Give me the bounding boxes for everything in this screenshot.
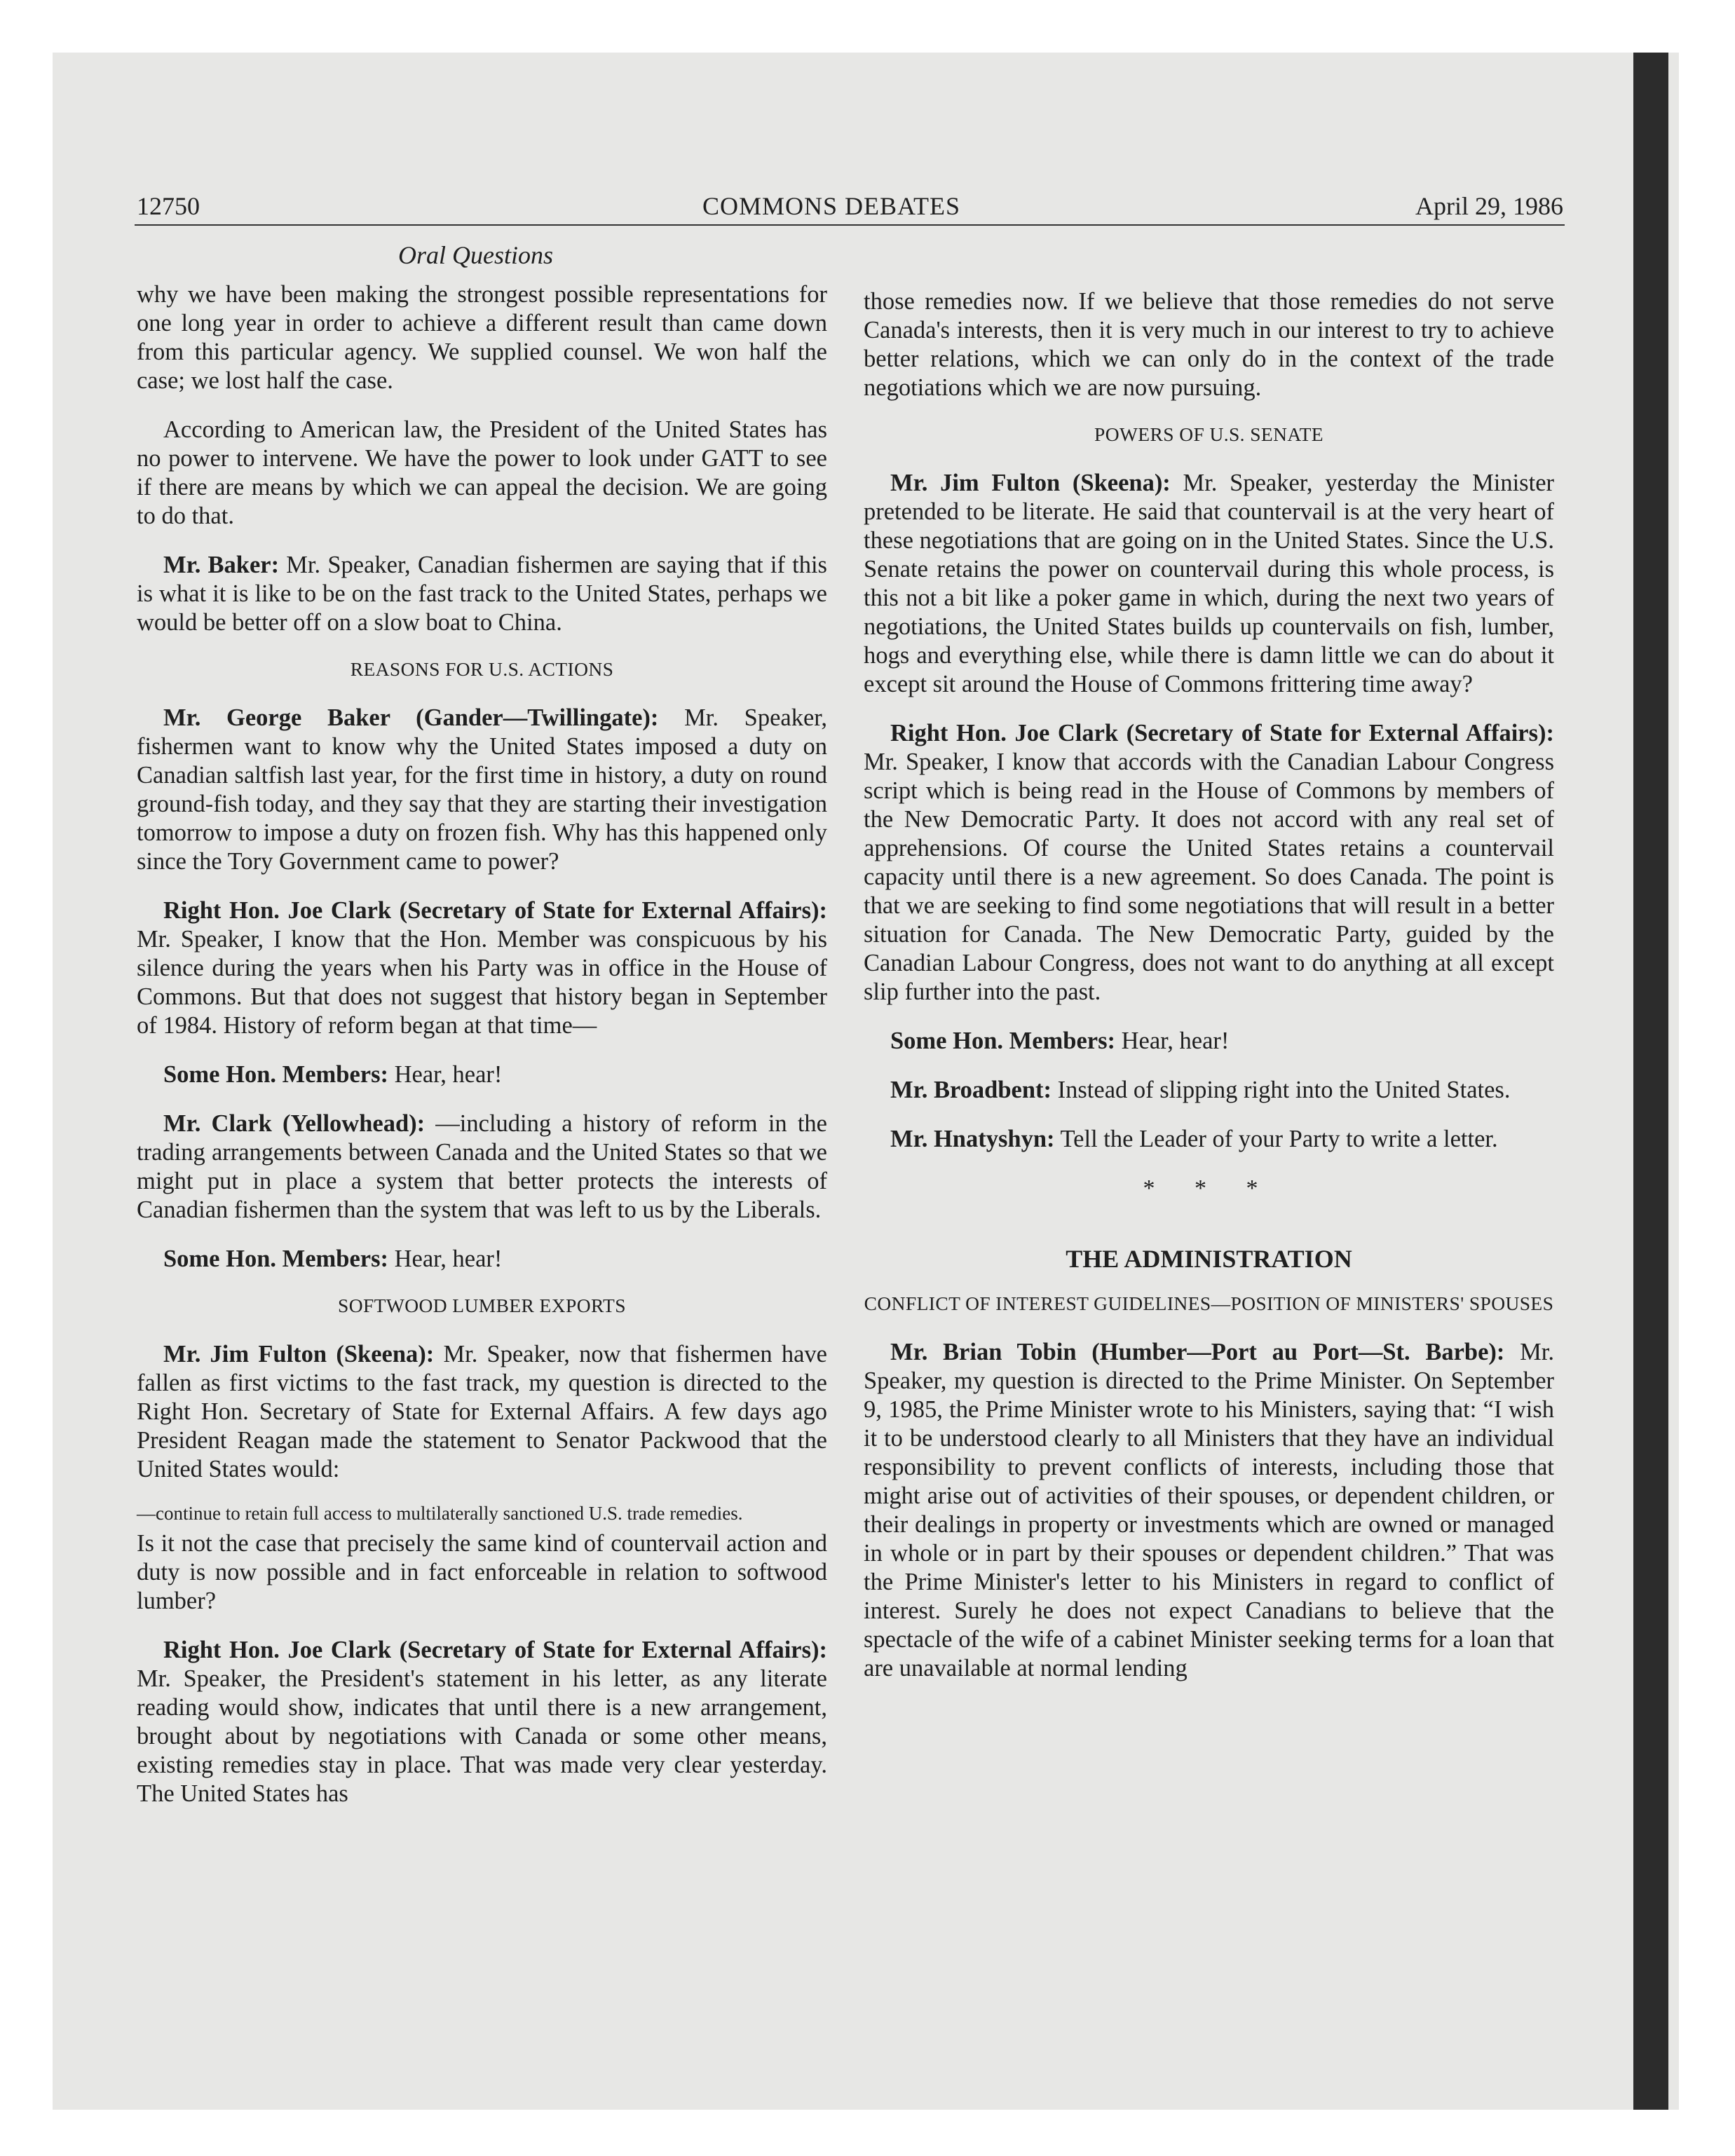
speech — [137, 1110, 827, 1224]
speaker: Right Hon. Joe Clark (Secretary of State for External Affairs): — [163, 897, 827, 924]
speech-text: Hear, hear! — [1115, 1028, 1230, 1054]
speaker: Mr. Jim Fulton (Skeena): — [163, 1341, 435, 1367]
left-column — [137, 280, 827, 1829]
speech — [864, 719, 1554, 1007]
speech — [864, 1125, 1554, 1154]
right-column — [864, 287, 1554, 1703]
speech — [137, 551, 827, 637]
speech — [864, 469, 1554, 699]
speech-text: Mr. Speaker, I know that the Hon. Member was conspicuous by his silence during the years when his Party was in office in the House of Commons. But that does not suggest that history began in September of 1984. History of reform began at that time— — [137, 926, 827, 1039]
paragraph: why we have been making the strongest possible representations for one long year in order to achieve a different result than came down from this particular agency. We supplied counsel. We won half the case; we lost half the case. — [137, 281, 827, 394]
speaker: Mr. Broadbent: — [890, 1077, 1052, 1103]
section-subtitle: Oral Questions — [398, 241, 554, 269]
speaker: Mr. Baker: — [163, 552, 280, 578]
speech-text: Mr. Speaker, now that fishermen have fallen as first victims to the fast track, my question is directed to the Right Hon. Secretary of State for External Affairs. A few days ago President Reagan made the statement to Senator Packwood that the United States would: — [137, 1341, 827, 1482]
subject-heading: CONFLICT OF INTEREST GUIDELINES—POSITION OF MINISTERS' SPOUSES — [864, 1292, 1554, 1314]
speech-text: Hear, hear! — [388, 1061, 503, 1088]
speech — [137, 704, 827, 876]
speaker: Mr. Brian Tobin (Humber—Port au Port—St. Barbe): — [890, 1339, 1505, 1365]
speaker: Mr. Jim Fulton (Skeena): — [890, 470, 1171, 496]
speaker: Mr. Clark (Yellowhead): — [163, 1110, 426, 1137]
speech — [864, 1338, 1554, 1683]
header-rule — [135, 224, 1565, 226]
speaker: Mr. George Baker (Gander—Twillingate): — [163, 704, 659, 731]
speaker: Right Hon. Joe Clark (Secretary of State for External Affairs): — [163, 1637, 827, 1663]
paragraph: Is it not the case that precisely the same kind of countervail action and duty is now possible and in fact enforceable in relation to softwood lumber? — [137, 1530, 827, 1614]
speech-text: Hear, hear! — [388, 1246, 503, 1272]
speaker: Right Hon. Joe Clark (Secretary of State for External Affairs): — [890, 720, 1554, 746]
speech-text: Mr. Speaker, I know that accords with the Canadian Labour Congress script which is being read in the House of Commons by members of the New Democratic Party. It does not accord with any real set of apprehensions. Of course the United States retains a countervail capacity until there is a new agreement. So does Canada. The point is that we are seeking to find some negotiations that will result in a better situation for Canada. The New Democratic Party, guided by the Canadian Labour Congress, does not want to do anything at all except slip further into the past. — [864, 749, 1554, 1005]
speech-text: Mr. Speaker, fishermen want to know why the United States imposed a duty on Canadian saltfish last year, for the first time in history, a duty on round ground-fish today, and they say that they are starting their investigation tomorrow to impose a duty on frozen fish. Why has this happened only since the Tory Government came to power? — [137, 704, 827, 875]
speech — [137, 1340, 827, 1484]
page-date: April 29, 1986 — [1415, 192, 1563, 220]
speaker: Some Hon. Members: — [163, 1246, 388, 1272]
speech-text: —including a history of reform in the trading arrangements between Canada and the United States so that we might put in place a system that better protects the interests of Canadian fishermen than the system that was left to us by the Liberals. — [137, 1110, 827, 1223]
speaker: Mr. Hnatyshyn: — [890, 1126, 1055, 1152]
speech — [137, 1060, 827, 1089]
speaker: Some Hon. Members: — [163, 1061, 388, 1088]
section-title: THE ADMINISTRATION — [1066, 1245, 1352, 1273]
speech-text: Mr. Speaker, my question is directed to the Prime Minister. On September 9, 1985, the Prime Minister wrote to his Ministers, saying that: “I wish it to be understood clearly to all Ministers that they have an individual responsibility to prevent conflicts of interests, including those that might arise out of activities of their spouses, or dependent children, or their dealings in property or investments which are owned or managed in whole or in part by their spouses or dependent children.” That was the Prime Minister's letter to his Ministers in regard to conflict of interest. Surely he does not expect Canadians to believe that the spectacle of the wife of a cabinet Minister seeking terms for a loan that are unavailable at normal lending — [864, 1339, 1554, 1681]
speech — [864, 1027, 1554, 1056]
speech — [137, 1636, 827, 1808]
speech — [137, 1245, 827, 1274]
speech-text: Mr. Speaker, yesterday the Minister pretended to be literate. He said that countervail is at the very heart of these negotiations that are going on in the United States. Since the U.S. Senate retains the power on countervail during this whole process, is this not a bit like a poker game in which, during the next two years of negotiations, the United States builds up countervails on fish, lumber, hogs and everything else, while there is damn little we can do about it except sit around the House of Commons frittering time away? — [864, 470, 1554, 697]
speech-text: Mr. Speaker, the President's statement in his letter, as any literate reading would show, indicates that until there is a new arrangement, brought about by negotiations with Canada or some other means, existing remedies stay in place. That was made very clear yesterday. The United States has — [137, 1665, 827, 1807]
paragraph: those remedies now. If we believe that those remedies do not serve Canada's interests, then it is very much in our interest to try to achieve better relations, which we can only do in the context of the trade negotiations which we are now pursuing. — [864, 288, 1554, 401]
speech-text: Mr. Speaker, Canadian fishermen are saying that if this is what it is like to be on the fast track to the United States, perhaps we would be better off on a slow boat to China. — [137, 552, 827, 636]
scan-edge — [1633, 53, 1668, 2110]
speech-text: Instead of slipping right into the United States. — [1052, 1077, 1511, 1103]
section-break: * * * — [1143, 1175, 1275, 1201]
speech — [137, 896, 827, 1040]
subject-heading: REASONS FOR U.S. ACTIONS — [350, 658, 614, 680]
page-number: 12750 — [137, 192, 200, 220]
speech — [864, 1076, 1554, 1105]
subject-heading: SOFTWOOD LUMBER EXPORTS — [338, 1295, 626, 1316]
speaker: Some Hon. Members: — [890, 1028, 1115, 1054]
block-quote: —continue to retain full access to multilaterally sanctioned U.S. trade remedies. — [137, 1503, 743, 1524]
publication-title: COMMONS DEBATES — [702, 192, 961, 220]
paragraph: According to American law, the President of the United States has no power to intervene. We have the power to look under GATT to see if there are means by which we can appeal the decision. We are going to do that. — [137, 416, 827, 529]
speech-text: Tell the Leader of your Party to write a letter. — [1054, 1126, 1498, 1152]
subject-heading: POWERS OF U.S. SENATE — [1094, 423, 1324, 445]
